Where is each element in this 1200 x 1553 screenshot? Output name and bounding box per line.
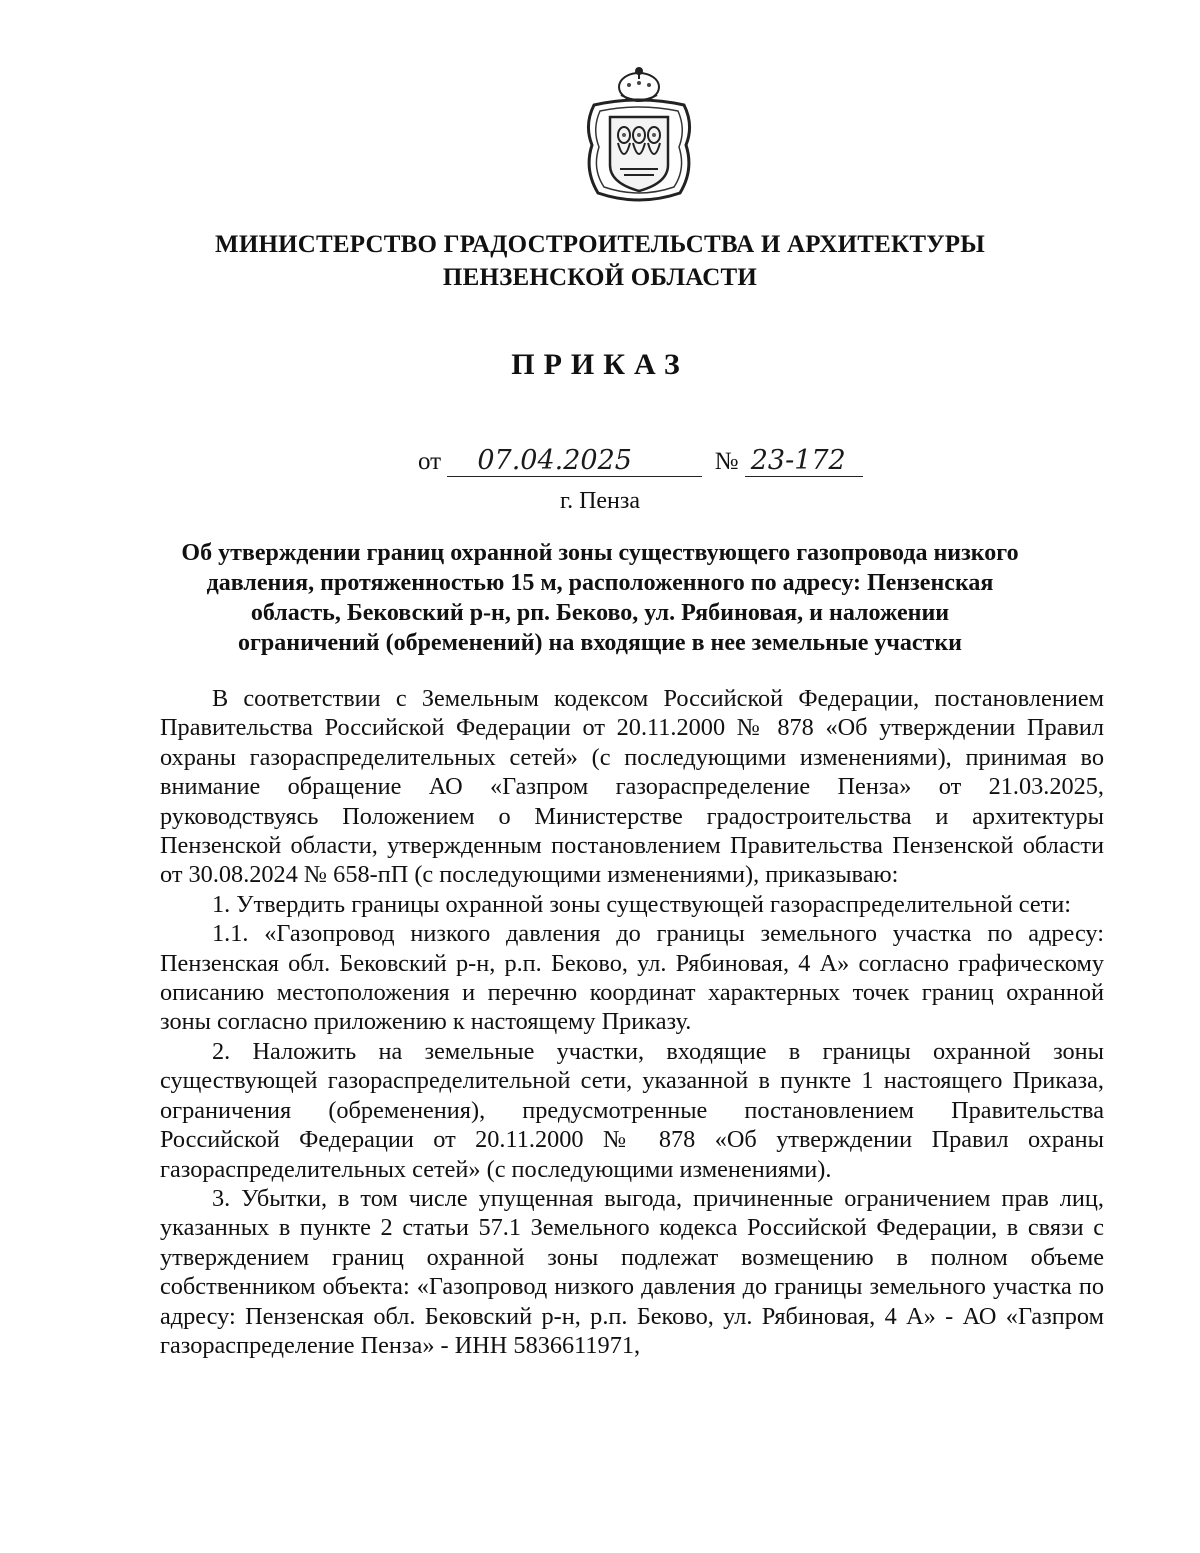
ministry-name-line1: МИНИСТЕРСТВО ГРАДОСТРОИТЕЛЬСТВА И АРХИТЕКТУРЫ <box>215 231 985 258</box>
date-number-line <box>418 444 863 480</box>
date-prefix: от <box>418 448 442 475</box>
item-1-paragraph: 1. Утвердить границы охранной зоны существующей газораспределительной сети: <box>212 890 1072 918</box>
document-type-title: ПРИКАЗ <box>511 348 689 381</box>
item-1-1-paragraph: 1.1. «Газопровод низкого давления до границы земельного участка по адресу: Пензенская обл. Бековский р-н, р.п. Беково, ул. Рябиновая, 4 А» согласно графическому описанию местоположения и перечню координат характерных точек границ охранной зоны согласно приложению к настоящему Приказу. <box>160 920 1104 1036</box>
number-value: 23-172 <box>745 446 863 477</box>
subject-line: давления, протяженностью 15 м, расположенного по адресу: Пензенская <box>206 570 994 596</box>
document-subject <box>150 538 1050 658</box>
subject-line: ограничений (обременений) на входящие в нее земельные участки <box>238 630 962 656</box>
number-prefix: № <box>714 448 739 475</box>
item-3-paragraph: 3. Убытки, в том числе упущенная выгода, причиненные ограничением прав лиц, указанных в пункте 2 статьи 57.1 Земельного кодекса Российской Федерации, в связи с утверждением границ охранной зоны подлежат возмещению в полном объеме собственником объекта: «Газопровод низкого давления до границы земельного участка по адресу: Пензенская обл. Бековский р-н, р.п. Беково, ул. Рябиновая, 4 А» - АО «Газпром газораспределение Пенза» - ИНН 5836611971, <box>160 1184 1104 1359</box>
subject-line: область, Бековский р-н, рп. Беково, ул. Рябиновая, и наложении <box>250 600 950 626</box>
date-value: 07.04.2025 <box>447 446 702 477</box>
item-2-paragraph: 2. Наложить на земельные участки, входящие в границы охранной зоны существующей газораспределительной сети, указанной в пункте 1 настоящего Приказа, ограничения (обременения), предусмотренные постановлением Правительства Российской Федерации от 20.11.2000 № 878 «Об утверждении Правил охраны газораспределительных сетей» (с последующими изменениями). <box>160 1037 1104 1183</box>
document-body <box>160 684 1104 1360</box>
intro-paragraph: В соответствии с Земельным кодексом Российской Федерации, постановлением Правительства Российской Федерации от 20.11.2000 № 878 «Об утверждении Правил охраны газораспределительных сетей» (с последующими изменениями), принимая во внимание обращение АО «Газпром газораспределение Пенза» от 21.03.2025, руководствуясь Положением о Министерстве градостроительства и архитектуры Пензенской области, утвержденным постановлением Правительства Пензенской области от 30.08.2024 № 658-пП (с последующими изменениями), приказываю: <box>160 685 1104 889</box>
ministry-name-line2: ПЕНЗЕНСКОЙ ОБЛАСТИ <box>442 264 758 291</box>
ministry-name <box>0 228 1200 294</box>
subject-line: Об утверждении границ охранной зоны существующего газопровода низкого <box>181 540 1019 566</box>
penza-region-coat-of-arms-icon <box>584 65 694 205</box>
city-name: г. Пенза <box>559 488 641 514</box>
